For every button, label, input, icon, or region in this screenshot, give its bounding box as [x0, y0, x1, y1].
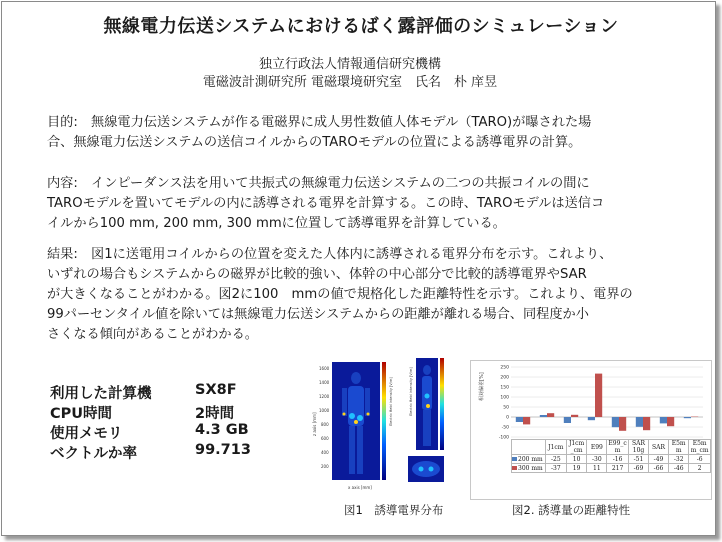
- data-value: 2: [689, 464, 711, 473]
- purpose-paragraph: [47, 113, 687, 153]
- text-line: いずれの場合もシステムからの磁界が比較的強い、体幹の中心部分で比較的誘導電界やSAR: [47, 267, 587, 282]
- y-tick-label: 100: [500, 395, 509, 401]
- legend-label: 300 mm: [518, 464, 543, 472]
- spec-label: ベクトルか率: [50, 446, 137, 462]
- legend-entry: [512, 455, 546, 464]
- affiliation-lab-name: 電磁波計測研究所 電磁環境研究室 氏名 朴 庠昱: [202, 75, 498, 90]
- legend-entry: [512, 464, 546, 473]
- series-row: [512, 464, 711, 473]
- data-value: 11: [587, 464, 607, 473]
- data-value: -25: [545, 455, 566, 464]
- data-value: -6: [689, 455, 711, 464]
- y-tick-label: 250: [500, 365, 509, 371]
- gridlines: [511, 367, 703, 437]
- bar: [588, 417, 595, 420]
- x-axis-label: x axis [mm]: [348, 485, 372, 490]
- category-label: E99: [587, 440, 607, 455]
- y-tick-label: 200: [500, 375, 509, 381]
- category-label: E5m m_cm: [690, 440, 709, 454]
- data-value: -32: [669, 455, 689, 464]
- y-tick-label: -100: [498, 435, 509, 441]
- data-value: -30: [587, 455, 607, 464]
- bar: [619, 417, 626, 431]
- category-label: J1cm _cm: [566, 440, 587, 455]
- spec-value: SX8F: [195, 382, 237, 398]
- colorbar-label-left: Electric field intensity [V/m]: [389, 377, 393, 426]
- y-tick-label: -50: [501, 425, 509, 431]
- bar: [643, 417, 650, 430]
- text-line: 結果: 図1に送電用コイルからの位置を変えた人体内に誘導される電界分布を示す。これより、: [47, 247, 613, 262]
- y-tick-label: 150: [500, 385, 509, 391]
- data-value: -51: [628, 455, 648, 464]
- spec-value: 99.713: [195, 442, 251, 458]
- colorbar-left: [382, 362, 386, 480]
- category-label: SAR: [649, 440, 669, 455]
- bar: [540, 415, 547, 417]
- cross-section-hotspot: [419, 467, 424, 472]
- bar: [684, 417, 691, 418]
- data-value: 10: [566, 455, 587, 464]
- ytick: 1200: [319, 394, 330, 399]
- cross-section-body: [412, 461, 440, 477]
- bar-chart: [471, 361, 711, 441]
- y-ticks: [499, 365, 509, 441]
- spec-label: CPU時間: [50, 406, 113, 422]
- page-title: 無線電力伝送システムにおけるばく露評価のシミュレーション: [103, 16, 619, 37]
- data-value: -16: [607, 455, 629, 464]
- y-tick-label: 50: [503, 405, 509, 411]
- ytick: 1600: [319, 366, 330, 371]
- colorbar-label-right: Electric field intensity [V/m]: [409, 367, 413, 416]
- affiliation-org: 独立行政法人情報通信研究機構: [258, 57, 441, 72]
- bar: [547, 413, 554, 417]
- colorbar-right: [440, 358, 444, 450]
- spec-value: 4.3 GB: [195, 422, 249, 438]
- y-tick-label: 0: [506, 415, 509, 421]
- bar: [571, 415, 578, 417]
- ytick: 800: [321, 422, 329, 427]
- bar: [636, 417, 643, 427]
- bar: [612, 417, 619, 427]
- category-label: SAR 10g: [628, 440, 648, 455]
- figure-2: [470, 360, 712, 500]
- affiliation: [200, 56, 500, 92]
- text-line: が大きくなることがわかる。図2に100 mmの値で規格化した距離特性を示す。これより、電界の: [47, 287, 633, 302]
- ytick: 1400: [319, 380, 330, 385]
- data-value: -46: [669, 464, 689, 473]
- data-value: -66: [649, 464, 669, 473]
- text-line: 99パーセンタイル値を除いては無線電力伝送システムからの距離が離れる場合、同程度か小: [47, 307, 589, 322]
- y-axis-label: z axis [mm]: [312, 412, 317, 436]
- series-row: [512, 455, 711, 464]
- ytick: 600: [321, 436, 329, 441]
- legend-swatch: [512, 457, 517, 461]
- data-value: -69: [628, 464, 648, 473]
- bar: [523, 417, 530, 424]
- bars: [516, 374, 698, 431]
- body-silhouette-right: [422, 365, 432, 446]
- ytick: 400: [321, 450, 329, 455]
- spec-value: 2時間: [195, 406, 235, 422]
- bar: [660, 417, 667, 423]
- data-value: -49: [649, 455, 669, 464]
- field-distribution-image: [312, 356, 464, 496]
- yticks: [319, 366, 330, 469]
- spec-label: 使用メモリ: [50, 426, 123, 442]
- category-label: E5m m: [669, 440, 689, 455]
- cross-section-hotspot: [429, 467, 434, 472]
- bar: [667, 417, 674, 426]
- legend-swatch: [512, 466, 517, 470]
- data-value: 19: [566, 464, 587, 473]
- text-line: 目的: 無線電力伝送システムが作る電磁界に成人男性数値人体モデル（TARO)が曝された場: [47, 115, 592, 130]
- text-line: 内容: インピーダンス法を用いて共振式の無線電力伝送システムの二つの共振コイルの間に: [47, 176, 590, 191]
- data-value: -37: [545, 464, 566, 473]
- figure-1: [312, 356, 464, 496]
- ytick: 200: [321, 464, 329, 469]
- result-paragraph: [47, 245, 687, 345]
- category-label: E99_c m: [608, 440, 627, 454]
- bar: [564, 417, 571, 423]
- legend-label: 200 mm: [518, 455, 543, 463]
- chart-data-table: [511, 439, 711, 473]
- bar: [516, 417, 523, 422]
- figure-1-caption: 図1 誘導電界分布: [344, 503, 444, 517]
- data-value: 217: [607, 464, 629, 473]
- category-row: [512, 440, 711, 455]
- text-line: TAROモデルを置いてモデルの内に誘導される電界を計算する。この時、TAROモデルは送信コ: [47, 196, 605, 211]
- figure-2-caption: 図2. 誘導量の距離特性: [512, 503, 631, 517]
- bar: [595, 374, 602, 417]
- text-line: 合、無線電力伝送システムの送信コイルからのTAROモデルの位置による誘導電界の計算。: [47, 135, 582, 150]
- y-axis-label: 相対偏差[%]: [479, 372, 485, 401]
- text-line: さくなる傾向があることがわかる。: [47, 327, 258, 342]
- text-line: イルから100 mm, 200 mm, 300 mmに位置して誘導電界を計算している。: [47, 216, 506, 231]
- category-label: J1cm: [545, 440, 566, 455]
- content-paragraph: [47, 174, 687, 234]
- ytick: 1000: [319, 408, 330, 413]
- spec-label: 利用した計算機: [50, 386, 152, 402]
